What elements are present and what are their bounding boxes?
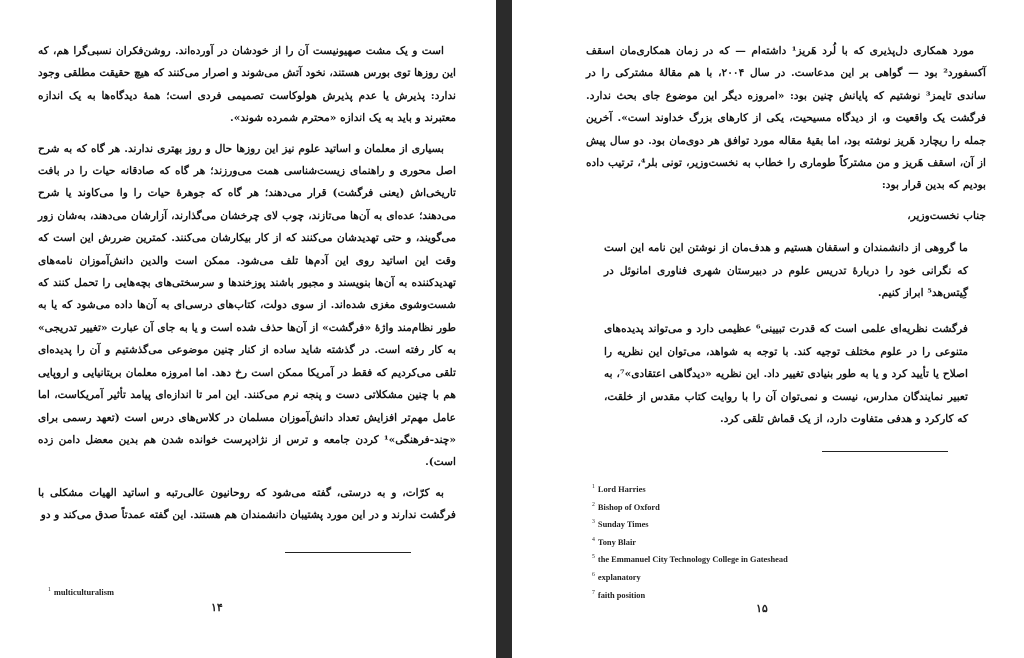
footnote-item xyxy=(48,582,114,600)
footnote-item xyxy=(592,514,788,532)
left-paragraph-3: به کرّات، و به درستی، گفته می‌شود که روحانیون عالی‌رتبه و اساتید الهیات مشکلی با فرگشت ندارند و در این مورد پشتیبان دانشمندان هم هستند. این گفته عمدتاً صدق می‌کند و دو xyxy=(38,486,456,522)
left-page xyxy=(0,0,496,658)
footnote-item xyxy=(592,497,788,515)
footnote-text: the Emmanuel City Technology College in Gateshead xyxy=(597,555,788,565)
footnote-number: 5 xyxy=(592,554,595,561)
left-footnote-divider xyxy=(285,552,411,553)
left-paragraph-1: است و یک مشت صهیونیست آن را از خودشان در آورده‌اند. روشن‌فکران نسبی‌گرا هم، که این روزها توی بورس هستند، نخود آتش می‌شوند و اصرار می‌کنند که هیچ حقیقت مطلقی وجود ندارد: پذیرش یا عدم پذیرش هولوکاست تصمیمی فردی است؛ همهٔ دیدگاه‌ها به یک اندازه معتبرند و باید به یک اندازه «محترم شمرده شوند». xyxy=(38,45,456,125)
footnote-text: multiculturalism xyxy=(53,587,114,597)
footnote-item xyxy=(592,479,788,497)
left-page-body xyxy=(38,40,456,535)
footnote-number: 6 xyxy=(592,571,595,578)
footnote-number: 3 xyxy=(592,519,595,526)
left-page-number: ۱۴ xyxy=(211,601,223,614)
footnote-text: Lord Harries xyxy=(597,484,646,494)
footnote-item xyxy=(592,549,788,567)
left-paragraph-2: بسیاری از معلمان و اساتید علوم نیز این روزها حال و روز بهتری ندارند. هر گاه که به شرح اصل محوری و راهنمای زیست‌شناسی همت می‌ورزند؛ هر گاه که صادقانه حیات را در بافت تاریخی‌اش (یعنی فرگشت) قرار می‌دهند؛ هر گاه که جوهرهٔ حیات را وا می‌کاوند یا شرح می‌دهند؛ عده‌ای به آن‌ها می‌تازند، چوب لای چرخشان می‌گذارند، آزارشان می‌دهند، به‌شان زور می‌گویند، و حتی تهدیدشان می‌کنند که از کار بیکارشان می‌کنند. کمترین ضررش این است که وقت این اساتید روی این آدم‌ها تلف می‌شود. ممکن است والدین دانش‌آموزان نامه‌های تهدیدکننده به آن‌ها بنویسند و مجبور باشند پوزخندها و سرسختی‌های بچه‌هایی را تحمل کنند که شست‌وشوی مغزی شده‌اند. از سوی دولت، کتاب‌های درسی‌ای به آن‌ها داده می‌شود که یا به طور نظام‌مند واژهٔ «فرگشت» از آن‌ها حذف شده است و یا به جای آن عبارت «تغییر تدریجی» به کار رفته است. در گذشته شاید ساده از کنار چنین موضوعی می‌گذشتیم و آن را پدیده‌ای تلقی می‌کردیم که فقط در آمریکا ممکن است رخ دهد. اما امروزه معلمان بریتانیایی و اروپایی هم با چنین مشکلاتی دست و پنجه نرم می‌کنند. این امر تا اندازه‌ای پیامد تأثیر آمریکاست، اما عامل مهم‌تر افزایش تعداد دانش‌آموزان مسلمان در کلاس‌های درس است (تعهد رسمی برای «چند-فرهنگی»¹ کردن جامعه و ترس از نژادپرست خوانده شدن هم بدین معضل دامن زده است). xyxy=(38,142,456,469)
footnote-number: 7 xyxy=(592,589,595,596)
letter-salutation: جناب نخست‌وزیر، xyxy=(907,209,986,222)
right-footnote-divider xyxy=(822,451,948,452)
footnote-text: Bishop of Oxford xyxy=(597,502,660,512)
right-page-body xyxy=(586,40,986,441)
page-gutter xyxy=(496,0,512,658)
footnote-item xyxy=(592,567,788,585)
footnote-text: Sunday Times xyxy=(597,519,649,529)
right-footnotes xyxy=(592,479,788,602)
footnote-text: Tony Blair xyxy=(597,537,636,547)
letter-paragraph-1: ما گروهی از دانشمندان و اسقفان هستیم و هدف‌مان از نوشتن این نامه این است که نگرانی خود را دربارهٔ تدریس علوم در دبیرستان شهری فناوری امانوئل در گِیتس‌هد⁵ ابراز کنیم. xyxy=(604,242,968,300)
footnote-number: 2 xyxy=(592,501,595,508)
footnote-number: 4 xyxy=(592,536,595,543)
right-page-number: ۱۵ xyxy=(756,602,768,615)
footnote-number: 1 xyxy=(592,484,595,490)
footnote-text: faith position xyxy=(597,590,646,600)
letter-paragraph-2: فرگشت نظریه‌ای علمی است که قدرت تبیینی⁶ عظیمی دارد و می‌تواند پدیده‌های متنوعی را در علوم مختلف توجیه کند. با توجه به شواهد، می‌توان این نظریه را اصلاح یا تأیید کرد و یا به طور بنیادی تغییر داد. این نظریه «دیدگاهی اعتقادی»⁷، به تعبیر نمایندگان مدارس، نیست و نمی‌توان آن را با روایت کتاب مقدس از خلقت، که کارکرد و هدفی متفاوت دارد، از یک قماش تلقی کرد. xyxy=(604,323,968,426)
right-paragraph-1: مورد همکاری دل‌پذیری که با لُرد هَریز¹ داشته‌ام — که در زمان همکاری‌مان اسقف آکسفورد² بود — گواهی بر این مدعاست. در سال ۲۰۰۴، با هم مقالهٔ مشترکی را در ساندی تایمز³ نوشتیم که پایانش چنین بود: «امروزه دیگر این موضوع جای بحث ندارد. فرگشت یک واقعیت و، از دیدگاه مسیحیت، یکی از کارهای بزرگ خداوند است». آخرین جمله را ریچارد هَریز نوشته بود، اما بقیهٔ مقاله مورد توافق هر دوی‌مان بود. دو سال پیش از آن، اسقف هَریز و من مشترکاً طوماری را خطاب به نخست‌وزیر، تونی بلر⁴، ترتیب داده بودیم که بدین قرار بود: xyxy=(586,45,986,192)
left-footnotes xyxy=(48,582,114,600)
footnote-text: explanatory xyxy=(597,572,641,582)
footnote-item xyxy=(592,585,788,603)
footnote-item xyxy=(592,532,788,550)
footnote-number: 1 xyxy=(48,587,51,593)
